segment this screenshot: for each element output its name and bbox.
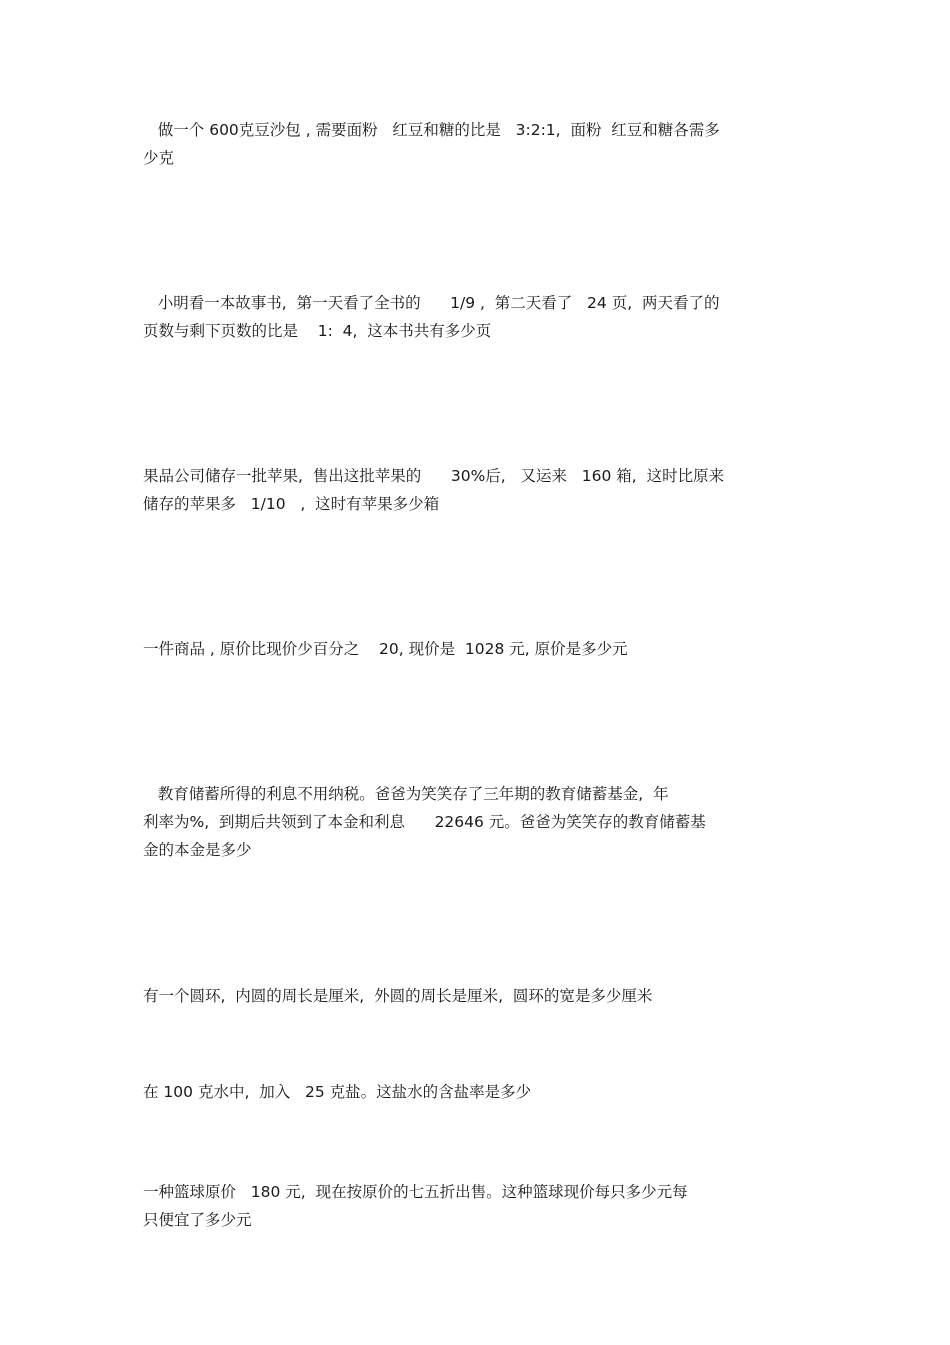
problem-1-line-2: 少克 [143,149,175,167]
problem-3-line-1: 果品公司储存一批苹果, 售出这批苹果的 30%后, 又运来 160 箱, 这时比原来 [143,467,725,485]
problem-4-line-1: 一件商品 , 原价比现价少百分之 20, 现价是 1028 元, 原价是多少元 [143,640,628,658]
problem-8 [143,1178,803,1234]
problem-2-line-2: 页数与剩下页数的比是 1: 4, 这本书共有多少页 [143,322,492,340]
problem-5-line-2: 利率为%, 到期后共领到了本金和利息 22646 元。爸爸为笑笑存的教育储蓄基 [143,813,706,831]
problem-6-line-1: 有一个圆环, 内圆的周长是厘米, 外圆的周长是厘米, 圆环的宽是多少厘米 [143,987,653,1005]
problem-7 [143,1078,803,1106]
problem-4 [143,635,803,663]
problem-8-line-2: 只便宜了多少元 [143,1211,252,1229]
problem-5 [143,780,803,864]
problem-3-line-2: 储存的苹果多 1/10 , 这时有苹果多少箱 [143,495,440,513]
problem-8-line-1: 一种篮球原价 180 元, 现在按原价的七五折出售。这种篮球现价每只多少元每 [143,1183,688,1201]
problem-2 [143,289,803,345]
problem-1-line-1: 做一个 600克豆沙包 , 需要面粉 红豆和糖的比是 3:2:1, 面粉 红豆和糖各需多 [143,121,720,139]
problem-5-line-3: 金的本金是多少 [143,841,252,859]
problem-7-line-1: 在 100 克水中, 加入 25 克盐。这盐水的含盐率是多少 [143,1083,532,1101]
problem-3 [143,462,803,518]
problem-6 [143,982,803,1010]
problem-5-line-1: 教育储蓄所得的利息不用纳税。爸爸为笑笑存了三年期的教育储蓄基金, 年 [143,785,669,803]
problem-1 [143,116,803,172]
problem-2-line-1: 小明看一本故事书, 第一天看了全书的 1/9 , 第二天看了 24 页, 两天看了的 [143,294,720,312]
